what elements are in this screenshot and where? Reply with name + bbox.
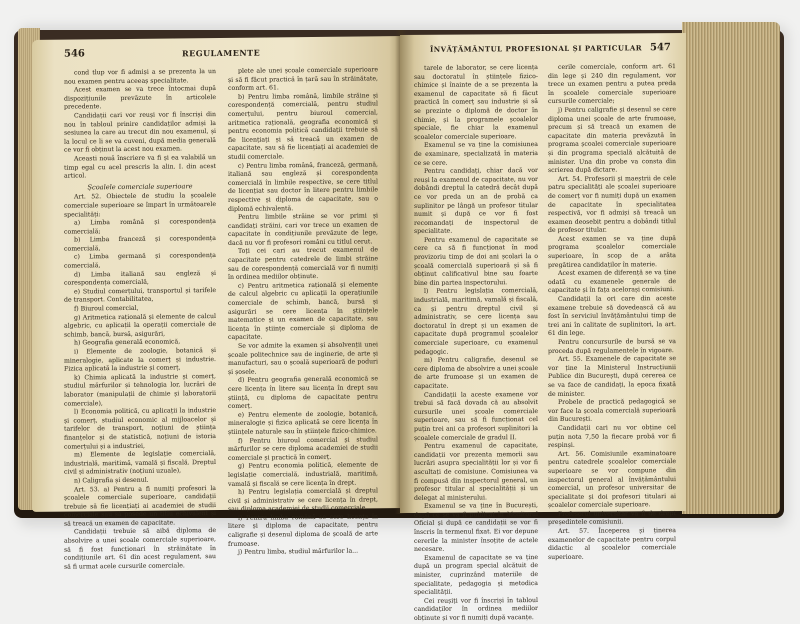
right-page-number: 547 [650,42,671,54]
paragraph: Aceasti nouă înscriere va fi și ea valabilă un timp egal cu acel prescris la alin. I. din acest articol. [64,153,216,180]
paragraph: tarele de laborator, se cere licența sau doctoratul în științele fizico-chimice și înainte de a se prezenta la examenul de capacitate să fi făcut practică în comerț sau industrie și să se prezinte o diplomă de doctor în chimie, și la programele școalelor speciale, fie chiar la examenul școalelor comerciale superioare. [414,64,538,141]
paragraph: Pentru examenul de capacitate se cere ca să fi funcționat în mod provizoriu timp de doi ani școlari la o școală comercială superioară și să fi obținut calificativul bine sau foarte bine din partea inspectorului. [414,235,538,287]
paragraph: Candidații trebuie să aibă diploma de absolvire a unei școale comerciale superioare, să fi fost funcționari în străinătate în condițiunile art. 61 din acest regulament, sau să fi urmat acele cursurile comerciale. [64,527,216,571]
paragraph: b) Pentru limba română, limbile străine și corespondență comercială, pentru studiul comerțului, pentru biuroul comercial, aritmetica rațională, geografia economică și pentru economia politică candidații trebuie să fie licențiați și să treacă un examen de capacitate, sau să fie licențiați ai academiei de studii comerciale. [228,92,378,161]
paragraph: m) Elemente de legislație comercială, industrială, maritimă, vamală și fiscală. Dreptul civil și administrativ (noțiuni uzuale), [64,450,216,476]
paragraph: Candidații cari nu vor obține cel puțin nota 7,50 la fiecare probă vor fi respinși. [548,424,676,450]
paragraph: j) Pentru caligrafie și desenul se cere diploma unei școale de arte frumoase, precum și să treacă un examen de capacitate din materia prevăzută în programa școalei comerciale superioare și din programa specială alcătuită de minister. Una din probe va consta din scrierea după dictare. [548,106,676,175]
paragraph: Candidații la ori care din aceste examene trebuie să dovedească că au fost în serviciul învățământului timp de trei ani în calitate de suplinitori, la art. 61 din lege. [548,295,676,338]
paragraph: Art. 54. Profesorii și maeștrii de cele patru specialități ale școalei superioare de comerț vor fi numiți după un examen de capacitate în specialitatea respectivă, vor fi admiși să treacă un examen deosebit pentru a dobândi titlul de profesor titular. [548,174,676,235]
paragraph: Pentru concursurile de bursă se va proceda după regulamentele în vigoare. [548,338,676,355]
paragraph: n) Caligrafia și desenul. [74,476,149,485]
paragraph: Pentru limbile străine se vor primi și candidați străini, cari vor trece un examen de capacitate în condițiunile prevăzute de lege, dacă nu vor fi profesori români cu titlul cerut. [228,212,378,247]
paragraph: l) Economia politică, cu aplicații la industrie și comerț, studiul economic al mijloacelor și tarifelor de transport, noțiuni de știința finanțelor și de statistică, noțiuni de istoria comerțului și a industriei, [64,407,216,451]
left-column-1 [64,68,216,572]
paragraph: Probele de practică pedagogică se vor face la școala comercială superioară din București. [548,398,676,424]
paragraph: Candidații cari vor reuși vor fi înscriși din nou în tabloul prinire candidaților admiși la sesiunea la care au trecut din nou examenul, și la locul ce li se va cuveni, după media generală ce vor fi obținut la acest nou examen. [64,110,216,154]
paragraph: Art. 53. a) Pentru a fi numiți profesori la școalele comerciale superioare, candidații trebuie să fie licențiați ai academiei de studii comerciale sau să posede un titlu echivalent și să treacă un examen de capacitate. [64,484,216,528]
right-page [400,33,686,622]
paragraph: Examenul de capacitate se va ține după un program special alcătuit de minister, cuprinzând materiile de specialitate, pedagogia și metodica specialității. [414,553,538,597]
paragraph: c) Pentru aritmetica rațională și elemente de calcul algebric cu aplicații la operațiunile comerciale de schimb, bancă, bursă și asigurări se cere licența în științele matematice și un examen de capacitate, sau licența în științe comerciale și diploma de capacitate. [228,281,378,342]
left-page-number: 546 [64,48,85,60]
section-heading: Școalele comerciale superioare [87,181,193,192]
paragraph: h) Geografia generală economică, [74,338,181,347]
paragraph: j) Pentru limba, studiul mărfurilor la... [238,547,359,557]
right-column-1 [414,64,538,623]
paragraph: Examenul se va ține în București, după ce se va fi publicat în Monitorul Oficial și după ce candidații se vor fi înscris în termenul fixat. Ei vor depune cererile la minister însoțite de actele necesare. [414,502,538,554]
paragraph: Se vor admite la examen și absolvenții unei școale politechnice sau de inginerie, de arte și manufacturi, sau o școală superioară de poduri și șosele. [228,341,378,376]
paragraph: cerile comerciale, conform art. 61 din lege și 240 din regulament, vor trece un examen pentru a putea preda în școalele comerciale superioare cursurile comerciale; [548,63,676,106]
paragraph: Art. 52. Obiectele de studiu la școalele comerciale superioare se împart în următoarele specialități: [64,192,216,219]
paragraph: c) Pentru limba română, franceză, germană, italiană sau engleză și corespondența comercială în limbile respective, se cere titlul de licențiat sau doctor în litere pentru limbile respective și diploma de capacitate, sau o diplomă echivalentă. [228,160,378,213]
paragraph: f) Biuroul comercial, [74,304,139,313]
paragraph: h) Pentru legislația comercială și dreptul civil și administrativ se cere licența în drept, sau diploma academiei de studii comerciale. [228,487,378,514]
left-page [32,36,404,571]
paragraph: plete ale unei școale comerciale superioare și să fi făcut practică în țară sau în străinătate, conform art. 61. [228,66,378,93]
paragraph: i) Pentru limba română se cere licența în litere și diploma de capacitate, pentru caligrafie și desenul diploma de școală de arte frumoase. [228,513,378,548]
paragraph: Art. 55. Examenele de capacitate se vor ține la Ministerul Instrucțiunii Publice din București, după cererea ce se va face de candidați, la epoca fixată de minister. [548,355,676,398]
paragraph: g) Aritmetica rațională și elemente de calcul algebric, cu aplicații la operații comerciale de schimb, bancă, bursă, asigurări, [64,312,216,339]
paragraph: g) Pentru economia politică, elemente de legislație comercială, industrială, maritimă, vamală și fiscală se cere licența în drept. [228,461,378,488]
paragraph: Candidații la aceste examene vor trebui să facă dovada că au absolvit cursurile unei școale comerciale superioare, sau să fi funcționat cel puțin trei ani ca profesori suplinitori la școalele comerciale de gradul II. [414,390,538,442]
paragraph: a) Limba română și corespondența comercială; [64,218,216,236]
right-running-head: ÎNVĂȚĂMÂNTUL PROFESIONAL ȘI PARTICULAR [430,43,643,54]
paragraph: Art. 56. Comisiunile examinatoare pentru catedrele școalelor comerciale superioare se vor compune din inspectorul general al învățământului comercial, un profesor universitar de specialitate și doi profesori titulari ai școalelor comerciale superioare. [548,449,676,510]
left-column-2 [228,66,378,557]
paragraph: d) Pentru geografia generală economică se cere licența în litere sau licența în drept sau știință, cu diploma de capacitate pentru comerț. [228,375,378,411]
paragraph: Profesorul universitar va fi de drept președintele comisiunii. [548,509,676,527]
paragraph: Pentru candidați, chiar dacă vor reuși la examenul de capacitate, nu vor dobândi dreptul la catedră decât după ce vor preda un an de probă ca suplinitor pe lângă un profesor titular numit și după ce vor fi fost recomandați de inspectorul de specialitate. [414,167,538,236]
right-page-edges [682,22,780,514]
paragraph: Art. 57. Începerea și ținerea examenelor de capacitate pentru corpul didactic al școalelor comerciale superioare. [548,527,676,561]
left-running-head: REGULAMENTE [182,47,261,59]
paragraph: Pentru examenul de capacitate, candidații vor prezenta memorii sau lucrări asupra specialității lor și vor fi ascultați de comisiune. Comisiunea va fi compusă din inspectorul general, un profesor titular al specialității și un delegat al ministerului. [414,442,538,502]
paragraph: b) Limba franceză și corespondența comercială, [64,235,216,253]
paragraph: Acest examen se va trece întocmai după dispozițiunile prevăzute în articolele precedente. [64,85,216,111]
paragraph: d) Limba italiană sau engleză și corespondența comercială, [64,269,216,287]
paragraph: m) Pentru caligrafie, desenul se cere diploma de absolvire a unei școale de arte frumoase și un examen de capacitate. [414,356,538,390]
paragraph: Cei reușiți vor fi înscriși în tabloul candidaților în ordinea mediilor obținute și vor fi numiți după vacanțe. [414,596,538,622]
paragraph: k) Chimia aplicată la industrie și comerț, studiul mărfurilor și tehnologia lor, lucrări de laborator (manipulații de chimie și laboratorii comerciale), [64,372,216,408]
paragraph: e) Studiul comerțului, transportul și tarifele de transport. Contabilitatea, [64,286,216,305]
paragraph: Acest examen se va ține după programa școalelor comerciale superioare, în scop de a arăta pregătirea candidaților în materie. [548,234,676,269]
paragraph: f) Pentru biuroul comercial și studiul mărfurilor se cere diploma academiei de studii comerciale și practică în comerț. [228,435,378,462]
paragraph: Toți cei cari au trecut examenul de capacitate pentru catedrele de limbi străine sau de corespondență comercială vor fi numiți în ordinea mediilor obținute. [228,246,378,282]
paragraph: Acest examen de diferență se va ține odată cu examenele generale de capacitate și în fața acelorași comisiuni. [548,269,676,295]
paragraph: e) Pentru elemente de zoologie, botanică, mineralogie și fizica aplicată se cere licența în științele naturale sau în științele fizico-chimice. [228,410,378,436]
paragraph: l) Pentru legislația comercială, industrială, maritimă, vamală și fiscală, ca și pentru dreptul civil și administrativ, se cere licența sau doctoratul în drept și un examen de capacitate după programul școalelor comerciale superioare, cu examenul pedagogic. [414,287,538,356]
right-column-2 [548,63,676,562]
paragraph: cond tlup vor fi admiși a se prezenta la un nou examen pentru aceeaș specialitate. [64,68,216,86]
paragraph: i) Elemente de zoologie, botanică și mineralogie, aplicate la comerț și industrie. Fizica aplicată la industrie și comerț, [64,347,216,373]
paragraph: c) Limba germană și corespondența comercială, [64,252,216,270]
paragraph: Examenul se va ține la comisiunea de examinare, specializată în materia ce se cere. [414,141,538,167]
